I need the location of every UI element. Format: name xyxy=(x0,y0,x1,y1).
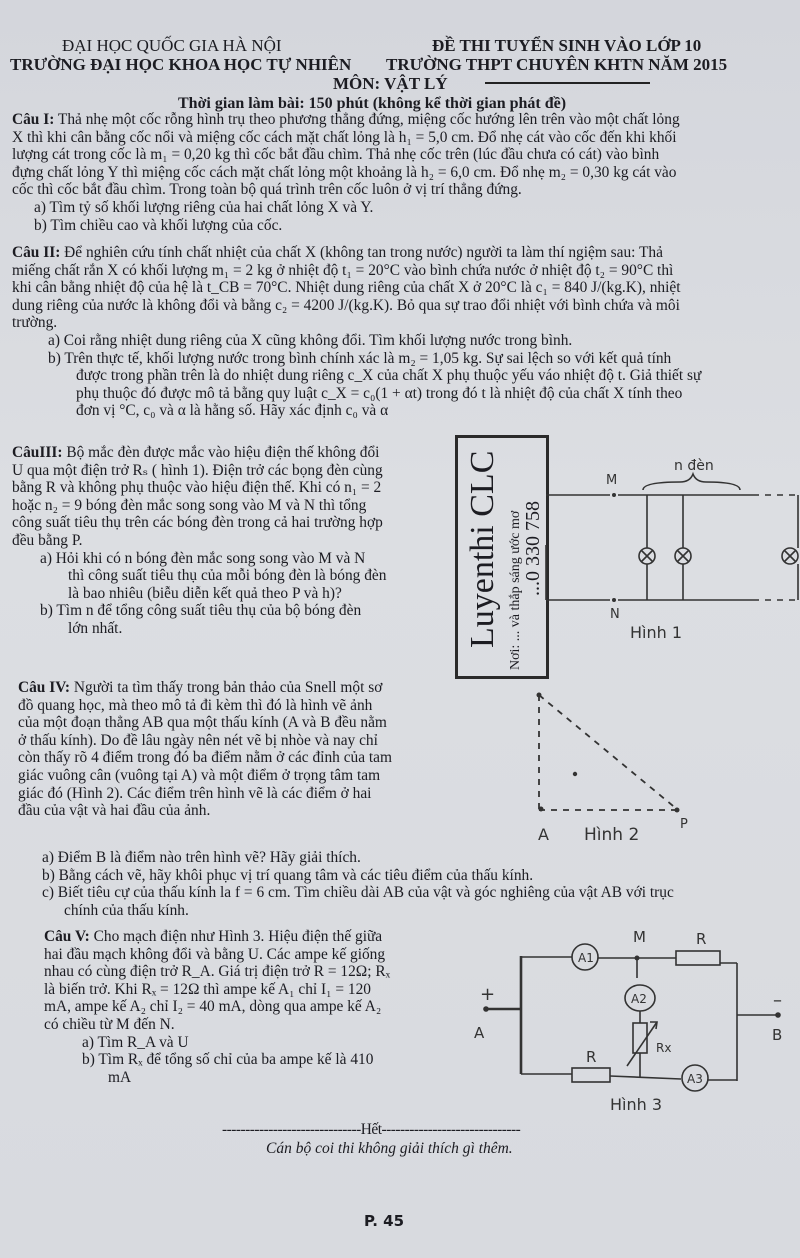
fig3-resistor-r-bottom: R xyxy=(586,1048,597,1066)
question-3-label: CâuIII: xyxy=(12,444,63,461)
fig3-caption: Hình 3 xyxy=(610,1095,663,1114)
fig2-caption: Hình 2 xyxy=(584,825,640,845)
question-3a: a) Hỏi khi có n bóng đèn mắc song song vào M và N xyxy=(40,549,366,567)
question-2: Câu II: Để nghiên cứu tính chất nhiệt của chất X (không tan trong nước) người ta làm thí ngiệm sau: Thả miếng chất rắn X có khối lượng m₁ = 2 kg ở nhiệt độ t₁ = 20°C vào bình chứa nước ở nhiệt độ t₂ = 90°C thì khi cân bằng nhiệt độ của hệ là t_CB = 70°C. Nhiệt dung riêng của chất X ở 20°C là c₁ = 840 J/(kg.K), nhiệt dung riêng của nước là không đổi và bằng c₂ = 4200 J/(kg.K). Bỏ qua sự trao đổi nhiệt với bình chứa và môi trường. a) Coi rằng nhiệt dung riêng của X cũng không đổi. Tìm khối lượng nước trong bình. b) Trên thực tế, khối lượng nước trong bình chính xác là m₂ = 1,05 kg. Sự sai lệch so với kết quả tính được trong phần trên là do nhiệt dung riêng c_X của chất X phụ thuộc yếu váo nhiệt độ t. Giả thiết sự phụ thuộc đó được mô tả bằng quy luật c_X = c₀(1 + αt) trong đó t là nhiệt độ của chất X tính theo đơn vị °C, c₀ và α là hằng số. Hãy xác định c₀ và α xyxy=(12,244,788,420)
university-name: ĐẠI HỌC QUỐC GIA HÀ NỘI xyxy=(62,36,282,55)
fig1-label-n: N xyxy=(610,607,620,622)
tutoring-stamp xyxy=(455,435,549,679)
fig3-ammeter-a2: A2 xyxy=(631,992,647,1006)
question-5-label: Câu V: xyxy=(44,928,90,945)
question-1b: b) Tìm chiều cao và khối lượng của cốc. xyxy=(34,216,283,234)
fig1-label-m: M xyxy=(606,473,618,488)
fig3-ammeter-a3: A3 xyxy=(687,1072,703,1086)
fig3-rheostat-rx: Rx xyxy=(656,1041,672,1055)
question-2b: b) Trên thực tế, khối lượng nước trong bình chính xác là m₂ = 1,05 kg. Sự sai lệch so với kết quả tính xyxy=(48,349,672,367)
question-4-parts: a) Điểm B là điểm nào trên hình vẽ? Hãy giải thích. b) Bằng cách vẽ, hãy khôi phục vị trí quang tâm và các tiêu điểm của thấu kính. c) Biết tiêu cự của thấu kính la f = 6 cm. Tìm chiều dài AB của vật và góc nghiêng của vật AB với trục chính của thấu kính. xyxy=(42,849,792,919)
exam-title: ĐỀ THI TUYỂN SINH VÀO LỚP 10 xyxy=(432,36,702,55)
exam-school: TRƯỜNG THPT CHUYÊN KHTN NĂM 2015 xyxy=(386,55,728,74)
question-2-label: Câu II: xyxy=(12,244,61,261)
fig2-label-a: A xyxy=(538,825,549,844)
fig3-ammeter-a1: A1 xyxy=(578,951,594,965)
subject-title: MÔN: VẬT LÝ xyxy=(333,74,448,93)
fig3-resistor-r-top: R xyxy=(696,930,707,948)
figure-2-triangle xyxy=(520,680,740,850)
fig3-terminal-b: B xyxy=(772,1026,783,1044)
question-1: Câu I: Thả nhẹ một cốc rỗng hình trụ theo phương thẳng đứng, miệng cốc hướng lên trên vào một chất lỏng X thì khi cân bằng cốc nổi và miệng cốc cách mặt chất lỏng là h₁ = 5,0 cm. Đổ nhẹ cát vào cốc đến khi khối lượng cát trong cốc là m₁ = 0,20 kg thì cốc bắt đầu chìm. Thả nhẹ cốc trên (lúc đầu chưa có cát) vào bình đựng chất lỏng Y thì miệng cốc cách mặt chất lỏng một khoảng là h₂ = 6,0 cm. Đổ nhẹ m₂ = 0,30 kg cát vào cốc thì cốc bắt đầu chìm. Trong toàn bộ quá trình trên cốc luôn ở vị trí thẳng đứng. a) Tìm tỷ số khối lượng riêng của hai chất lỏng X và Y. b) Tìm chiều cao và khối lượng của cốc. xyxy=(12,111,788,234)
stamp-phone: ...0 330 758 xyxy=(522,501,544,596)
question-4c: c) Biết tiêu cự của thấu kính la f = 6 cm. Tìm chiều dài AB của vật và góc nghiêng của vật AB với trục xyxy=(42,884,674,902)
figure-3-circuit xyxy=(460,920,800,1120)
fig3-node-m: M xyxy=(633,928,646,946)
proctor-note: Cán bộ coi thi không giải thích gì thêm. xyxy=(266,1140,513,1157)
fig3-terminal-a: A xyxy=(474,1024,485,1042)
fig1-caption: Hình 1 xyxy=(630,623,683,642)
fig3-minus: – xyxy=(773,990,782,1011)
question-4a: a) Điểm B là điểm nào trên hình vẽ? Hãy giải thích. xyxy=(42,849,361,866)
end-marker: ------------------------------Hết------------------------------ xyxy=(222,1121,521,1138)
question-4-label: Câu IV: xyxy=(18,679,71,696)
page-number: P. 45 xyxy=(364,1212,405,1230)
fig2-label-p: P xyxy=(680,817,688,832)
stamp-slogan: Nơi: ... và thắp sáng ước mơ xyxy=(508,510,523,670)
question-1a: a) Tìm tỷ số khối lượng riêng của hai chất lỏng X và Y. xyxy=(34,198,374,216)
question-3b: b) Tìm n để tổng công suất tiêu thụ của bộ bóng đèn xyxy=(40,602,362,620)
fig3-plus: + xyxy=(480,984,496,1005)
question-1-label: Câu I: xyxy=(12,111,55,128)
time-limit: Thời gian làm bài: 150 phút (không kể thời gian phát đề) xyxy=(178,95,567,112)
fig1-label-n-lamps: n đèn xyxy=(674,458,714,474)
question-4b: b) Bằng cách vẽ, hãy khôi phục vị trí quang tâm và các tiêu điểm của thấu kính. xyxy=(42,866,534,884)
question-5a: a) Tìm R_A và U xyxy=(82,1033,189,1051)
question-5: Câu V: Cho mạch điện như Hình 3. Hiệu điện thế giữa hai đầu mạch không đổi và bằng U. Các ampe kế giống nhau có cùng điện trở R_A. Giá trị điện trở R = 12Ω; Rₓ là biến trở. Khi Rₓ = 12Ω thì ampe kế A₁ chỉ I₁ = 120 mA, ampe kế A₂ chỉ I₂ = 40 mA, dòng qua ampe kế A₂ có chiều từ M đến N. a) Tìm R_A và U b) Tìm Rₓ để tổng số chỉ của ba ampe kế là 410 mA xyxy=(44,928,464,1086)
question-4: Câu IV: Người ta tìm thấy trong bản thảo của Snell một sơ đồ quang học, mà theo mô tả đi kèm thì đó là hình vẽ ảnh của một đoạn thẳng AB qua một thấu kính (A và B đều nằm ở thấu kính). Do đề lâu ngày nên nét vẽ bị nhòe và nay chỉ còn thấy rõ 4 điểm trong đó ba điểm nằm ở các đỉnh của tam giác vuông cân (vuông tại A) và một điểm ở trọng tâm tam giác đó (Hình 2). Các điểm trên hình vẽ là các điểm ở hai đầu của vật và hai đầu của ảnh. xyxy=(18,679,392,820)
question-3: CâuIII: Bộ mắc đèn được mắc vào hiệu điện thế không đổi U qua một điện trở Rₛ ( hình 1). Điện trở các bọng đèn cùng bằng R và không phụ thuộc vào hiệu điện thế. Khi có n₁ = 2 hoặc n₂ = 9 bóng đèn mắc song song vào M và N thì tổng công suất tiêu thụ trên các bóng đèn trong cả hai trường hợp đều bằng P. a) Hỏi khi có n bóng đèn mắc song song vào M và N thì công suất tiêu thụ của mỗi bóng đèn là bóng đèn là bao nhiêu (biễu diễn kết quả theo P và h)? b) Tìm n để tổng công suất tiêu thụ của bộ bóng đèn lớn nhất. xyxy=(12,444,452,638)
question-5b: b) Tìm Rₓ để tổng số chỉ của ba ampe kế là 410 xyxy=(82,1051,374,1069)
stamp-title: Luyenthi CLC xyxy=(464,450,501,648)
question-2a: a) Coi rằng nhiệt dung riêng của X cũng không đổi. Tìm khối lượng nước trong bình. xyxy=(48,331,573,349)
header-rule xyxy=(485,82,650,84)
figure-1-circuit xyxy=(540,440,800,680)
faculty-name: TRƯỜNG ĐẠI HỌC KHOA HỌC TỰ NHIÊN xyxy=(10,55,352,74)
